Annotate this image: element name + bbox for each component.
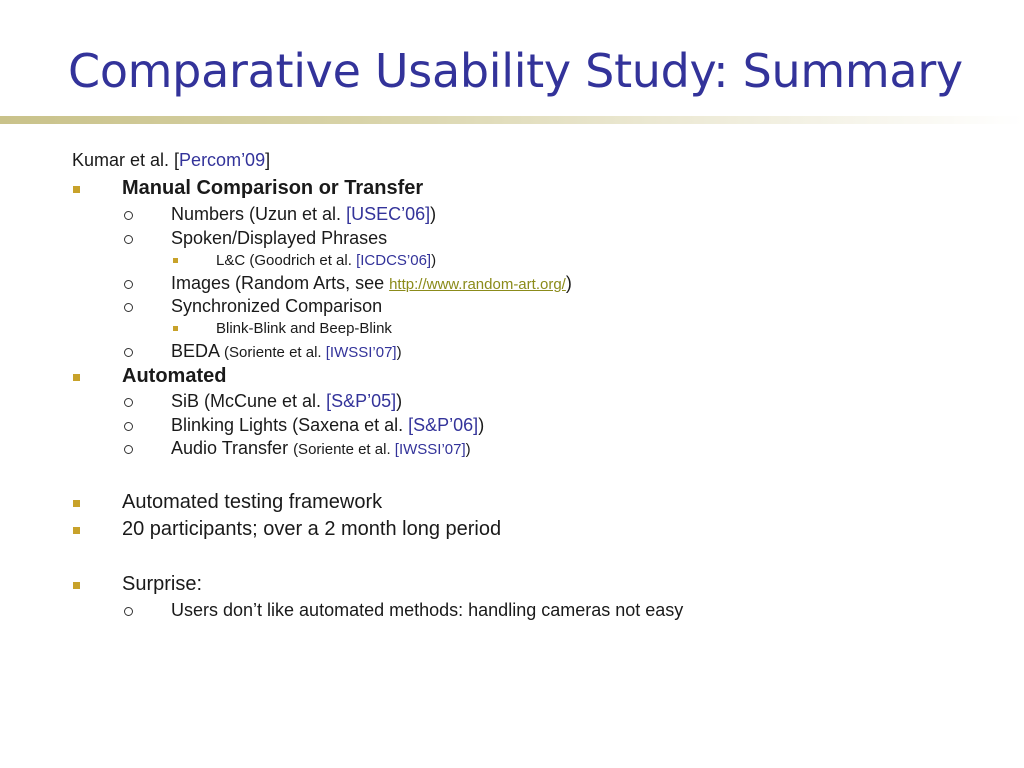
beda-authors: (Soriente et al.	[224, 344, 326, 361]
audio-close: )	[465, 441, 471, 458]
numbers-text: Numbers (Uzun et al.	[171, 204, 347, 224]
surprise-heading	[122, 573, 202, 596]
square-bullet-icon	[173, 326, 178, 331]
audio-authors: (Soriente et al.	[293, 441, 395, 458]
square-bullet-icon	[73, 500, 80, 507]
slide-title: Comparative Usability Study: Summary	[68, 44, 963, 98]
circle-bullet-icon	[124, 280, 133, 289]
beda-ref: [IWSSI’07]	[325, 344, 397, 361]
lights-ref: [S&P’06]	[408, 415, 479, 435]
manual-heading	[122, 177, 423, 200]
sib-ref: [S&P’05]	[326, 391, 397, 411]
intro-close: ]	[265, 150, 271, 170]
framework-item	[122, 491, 382, 514]
square-bullet-icon	[73, 527, 80, 534]
lights-item	[171, 415, 484, 436]
lc-item	[216, 252, 436, 269]
lights-close: )	[478, 415, 485, 435]
lc-close: )	[431, 252, 437, 269]
blink-item	[216, 320, 392, 337]
circle-bullet-icon	[124, 348, 133, 357]
images-item	[171, 273, 572, 294]
sync-text: Synchronized Comparison	[171, 296, 383, 316]
phrases-text: Spoken/Displayed Phrases	[171, 228, 388, 248]
intro-line	[72, 150, 270, 171]
circle-bullet-icon	[124, 398, 133, 407]
lc-ref: [ICDCS’06]	[356, 252, 432, 269]
automated-heading	[122, 365, 226, 388]
random-art-link[interactable]: http://www.random-art.org/	[389, 276, 566, 293]
sib-text: SiB (McCune et al.	[171, 391, 327, 411]
automated-label: Automated	[122, 365, 227, 387]
square-bullet-icon	[173, 258, 178, 263]
circle-bullet-icon	[124, 607, 133, 616]
beda-item	[171, 341, 402, 362]
audio-text: Audio Transfer	[171, 438, 294, 458]
circle-bullet-icon	[124, 445, 133, 454]
surprise-detail-text: Users don’t like automated methods: handling cameras not easy	[171, 600, 684, 620]
sync-item	[171, 296, 382, 317]
blink-text: Blink-Blink and Beep-Blink	[216, 320, 392, 337]
beda-text: BEDA	[171, 341, 225, 361]
numbers-ref: [USEC’06]	[346, 204, 431, 224]
square-bullet-icon	[73, 186, 80, 193]
square-bullet-icon	[73, 374, 80, 381]
lights-text: Blinking Lights (Saxena et al.	[171, 415, 409, 435]
numbers-close: )	[430, 204, 437, 224]
circle-bullet-icon	[124, 211, 133, 220]
numbers-item	[171, 204, 436, 225]
audio-item	[171, 438, 471, 459]
images-close: )	[565, 273, 572, 293]
square-bullet-icon	[73, 582, 80, 589]
framework-text: Automated testing framework	[122, 491, 383, 513]
surprise-detail-item	[171, 600, 683, 621]
intro-ref: Percom’09	[179, 150, 266, 170]
images-text: Images (Random Arts, see	[171, 273, 390, 293]
sib-close: )	[396, 391, 403, 411]
phrases-item	[171, 228, 387, 249]
surprise-label: Surprise:	[122, 573, 203, 595]
participants-item	[122, 518, 501, 541]
beda-close: )	[396, 344, 402, 361]
lc-text: L&C (Goodrich et al.	[216, 252, 357, 269]
sib-item	[171, 391, 402, 412]
circle-bullet-icon	[124, 422, 133, 431]
participants-text: 20 participants; over a 2 month long period	[122, 518, 502, 540]
intro-text: Kumar et al. [	[72, 150, 180, 170]
manual-label: Manual Comparison or Transfer	[122, 177, 424, 199]
circle-bullet-icon	[124, 303, 133, 312]
audio-ref: [IWSSI’07]	[394, 441, 466, 458]
circle-bullet-icon	[124, 235, 133, 244]
